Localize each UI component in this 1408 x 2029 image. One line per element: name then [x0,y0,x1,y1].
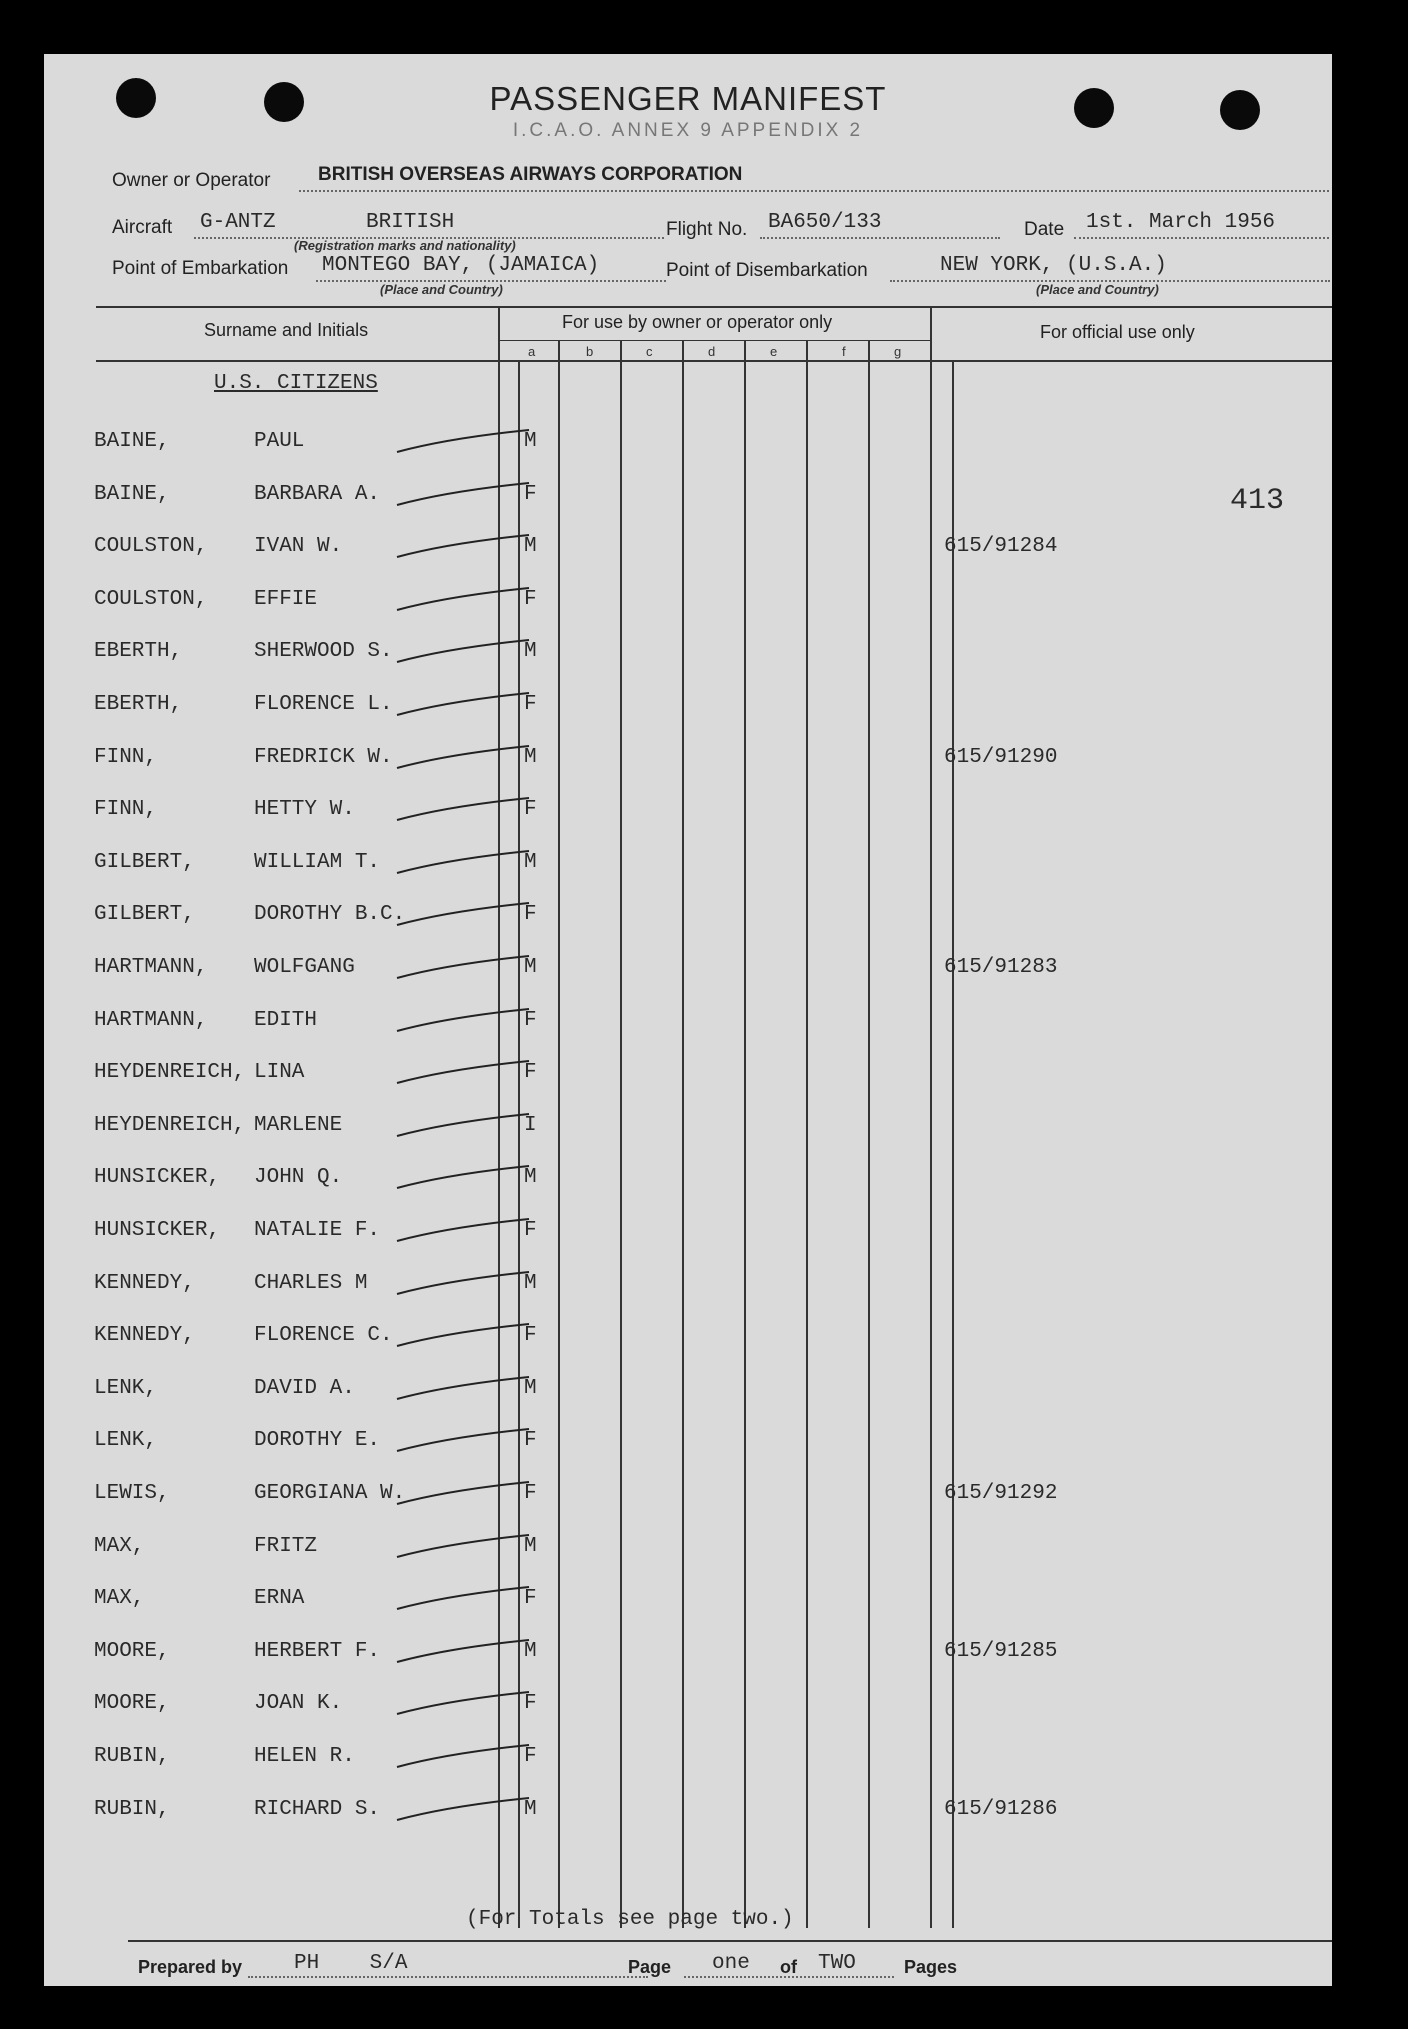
table-row [44,1114,1332,1154]
passenger-surname: HUNSICKER, [94,1166,221,1190]
page-label: Page [628,1957,672,1977]
owner-label: Owner or Operator [112,170,271,191]
table-row [44,1429,1332,1469]
passenger-given-name: JOHN Q. [254,1166,343,1190]
passenger-sex: M [524,1271,537,1295]
column-header-operator: For use by owner or operator only [562,312,833,332]
passenger-sex: M [524,1534,537,1558]
subcolumn-d: d [708,344,716,359]
section-label: U.S. CITIZENS [214,372,378,395]
passenger-given-name: CHARLES M [254,1271,368,1295]
passenger-surname: LENK, [94,1429,158,1453]
passenger-sex: F [524,482,537,506]
subcolumn-f: f [842,344,846,359]
passenger-surname: EBERTH, [94,640,183,664]
check-mark-stroke [389,1529,539,1559]
passenger-sex: F [524,798,537,822]
passenger-given-name: DAVID A. [254,1376,355,1400]
column-header-official: For official use only [1040,322,1195,342]
official-reference: 615/91290 [944,745,1058,769]
subcolumn-a: a [528,344,536,359]
passenger-sex: M [524,430,537,453]
date-dotted-line [1074,237,1329,239]
table-row [44,903,1332,943]
check-mark-stroke [389,1055,539,1085]
check-mark-stroke [389,529,539,559]
passenger-sex: M [524,956,537,979]
passenger-sex: M [524,640,537,664]
passenger-surname: RUBIN, [94,1797,170,1821]
check-mark-stroke [389,1739,539,1769]
table-row [44,1482,1332,1522]
official-reference: 615/91283 [944,956,1058,979]
passenger-surname: FINN, [94,745,158,769]
aircraft-value: G-ANTZ [200,211,276,234]
passenger-given-name: FRITZ [254,1534,318,1558]
official-reference: 615/91292 [944,1482,1058,1505]
check-mark-stroke [389,1108,539,1138]
check-mark-stroke [389,477,539,507]
check-mark-stroke [389,634,539,664]
subcolumn-b: b [586,344,594,359]
table-top-rule [96,306,1332,308]
of-label: of [780,1957,797,1977]
prepared-dotted-line [248,1976,648,1978]
table-row [44,483,1332,523]
passenger-surname: HARTMANN, [94,1008,208,1032]
table-row [44,798,1332,838]
passenger-surname: FINN, [94,798,158,822]
passenger-surname: HEYDENREICH, [94,1113,246,1137]
check-mark-stroke [389,582,539,612]
passenger-sex: M [524,745,537,769]
passenger-sex: M [524,1376,537,1400]
passenger-sex: M [524,535,537,559]
passenger-surname: LEWIS, [94,1482,170,1505]
passenger-sex: F [524,1061,537,1085]
page-value: one [712,1952,750,1975]
check-mark-stroke [389,1318,539,1348]
passenger-given-name: SHERWOOD S. [254,640,393,664]
check-mark-stroke [389,687,539,717]
passenger-surname: MOORE, [94,1692,170,1716]
totals-note: (For Totals see page two.) [466,1908,794,1931]
check-mark-stroke [389,845,539,875]
check-mark-stroke [389,792,539,822]
passenger-given-name: FREDRICK W. [254,745,393,769]
embarkation-note: (Place and Country) [380,282,503,297]
table-row [44,1692,1332,1732]
passenger-given-name: DOROTHY B.C. [254,903,406,927]
passenger-given-name: HETTY W. [254,798,355,822]
passenger-given-name: RICHARD S. [254,1797,381,1821]
passenger-sex: F [524,693,537,716]
passenger-given-name: WILLIAM T. [254,850,381,874]
passenger-sex: F [524,587,537,611]
table-row [44,1535,1332,1575]
passenger-sex: F [524,1324,537,1348]
subcolumn-c: c [646,344,653,359]
subcolumn-g: g [894,344,902,359]
table-row [44,1377,1332,1417]
passenger-given-name: GEORGIANA W. [254,1482,406,1505]
table-row [44,1061,1332,1101]
table-row [44,430,1332,470]
check-mark-stroke [389,1371,539,1401]
passenger-sex: F [524,1745,537,1768]
passenger-surname: EBERTH, [94,693,183,716]
prepared-value: PH S/A [294,1952,408,1975]
owner-value: BRITISH OVERSEAS AIRWAYS CORPORATION [318,164,743,185]
embarkation-value: MONTEGO BAY, (JAMAICA) [322,254,600,277]
passenger-given-name: LINA [254,1061,305,1085]
table-header-rule [96,360,1332,362]
embarkation-label: Point of Embarkation [112,258,289,279]
flight-value: BA650/133 [768,211,882,234]
passenger-sex: F [524,1587,537,1611]
passenger-sex: F [524,1008,537,1032]
manifest-sheet [44,54,1332,1986]
passenger-given-name: JOAN K. [254,1692,343,1716]
check-mark-stroke [389,1213,539,1243]
passenger-sex: F [524,903,537,927]
table-row [44,1587,1332,1627]
passenger-given-name: HELEN R. [254,1745,355,1768]
passenger-surname: KENNEDY, [94,1324,195,1348]
document-subtitle: I.C.A.O. ANNEX 9 APPENDIX 2 [512,120,864,141]
date-value: 1st. March 1956 [1086,211,1276,234]
passenger-given-name: HERBERT F. [254,1639,381,1663]
subcolumn-e: e [770,344,778,359]
table-row [44,851,1332,891]
passenger-given-name: FLORENCE C. [254,1324,393,1348]
passenger-surname: COULSTON, [94,587,208,611]
passenger-sex: F [524,1692,537,1716]
check-mark-stroke [389,424,539,454]
table-row [44,535,1332,575]
passenger-surname: BAINE, [94,430,170,453]
passenger-sex: F [524,1219,537,1242]
passenger-surname: HARTMANN, [94,956,208,979]
passenger-given-name: MARLENE [254,1113,343,1137]
table-row [44,1009,1332,1049]
passenger-sex: M [524,850,537,874]
official-reference: 615/91284 [944,535,1058,559]
date-label: Date [1024,219,1065,240]
passenger-given-name: ERNA [254,1587,305,1611]
passenger-surname: COULSTON, [94,535,208,559]
check-mark-stroke [389,1003,539,1033]
passenger-given-name: WOLFGANG [254,956,355,979]
check-mark-stroke [389,1634,539,1664]
table-row [44,1272,1332,1312]
passenger-surname: BAINE, [94,482,170,506]
prepared-label: Prepared by [138,1957,243,1977]
page-dotted-line [684,1976,894,1978]
passenger-given-name: DOROTHY E. [254,1429,381,1453]
passenger-sex: F [524,1429,537,1453]
table-row [44,1798,1332,1838]
passenger-surname: LENK, [94,1376,158,1400]
table-row [44,1324,1332,1364]
passenger-surname: HUNSICKER, [94,1219,221,1242]
passenger-given-name: FLORENCE L. [254,693,393,716]
check-mark-stroke [389,897,539,927]
passenger-given-name: BARBARA A. [254,482,381,506]
aircraft-label: Aircraft [112,217,173,238]
passenger-sex: F [524,1482,537,1505]
owner-dotted-line [299,190,1329,192]
official-reference: 615/91286 [944,1797,1058,1821]
disembarkation-value: NEW YORK, (U.S.A.) [940,254,1167,277]
flight-label: Flight No. [666,219,748,240]
check-mark-stroke [389,740,539,770]
passenger-surname: MAX, [94,1587,145,1611]
document-title: PASSENGER MANIFEST [489,80,887,117]
check-mark-stroke [389,1476,539,1506]
check-mark-stroke [389,950,539,980]
of-value: TWO [818,1952,856,1975]
subcolumn-rule [498,340,930,341]
disembarkation-note: (Place and Country) [1036,282,1159,297]
nationality-value: BRITISH [366,211,455,234]
table-row [44,640,1332,680]
passenger-surname: MOORE, [94,1639,170,1663]
disembarkation-label: Point of Disembarkation [666,260,868,281]
table-row [44,588,1332,628]
passenger-surname: HEYDENREICH, [94,1061,246,1085]
passenger-surname: GILBERT, [94,850,195,874]
passenger-sex: I [524,1113,537,1137]
passenger-given-name: PAUL [254,430,305,453]
passenger-given-name: EDITH [254,1008,318,1032]
check-mark-stroke [389,1686,539,1716]
flight-dotted-line [760,237,1000,239]
column-header-name: Surname and Initials [204,320,369,340]
passenger-surname: RUBIN, [94,1745,170,1768]
stamp-number: 413 [1229,484,1284,518]
table-row [44,1640,1332,1680]
check-mark-stroke [389,1266,539,1296]
check-mark-stroke [389,1160,539,1190]
table-row [44,1166,1332,1206]
passenger-surname: KENNEDY, [94,1271,195,1295]
check-mark-stroke [389,1792,539,1822]
check-mark-stroke [389,1581,539,1611]
table-row [44,1219,1332,1259]
table-row [44,1745,1332,1785]
table-row [44,956,1332,996]
passenger-given-name: EFFIE [254,587,318,611]
passenger-sex: M [524,1639,537,1663]
passenger-sex: M [524,1797,537,1821]
passenger-given-name: NATALIE F. [254,1219,381,1242]
footer-rule [128,1940,1332,1942]
official-reference: 615/91285 [944,1639,1058,1663]
table-row [44,693,1332,733]
passenger-surname: MAX, [94,1534,145,1558]
passenger-surname: GILBERT, [94,903,195,927]
pages-label: Pages [904,1957,958,1977]
passenger-sex: M [524,1166,537,1190]
check-mark-stroke [389,1423,539,1453]
passenger-given-name: IVAN W. [254,535,343,559]
registration-note: (Registration marks and nationality) [294,238,516,253]
table-row [44,746,1332,786]
